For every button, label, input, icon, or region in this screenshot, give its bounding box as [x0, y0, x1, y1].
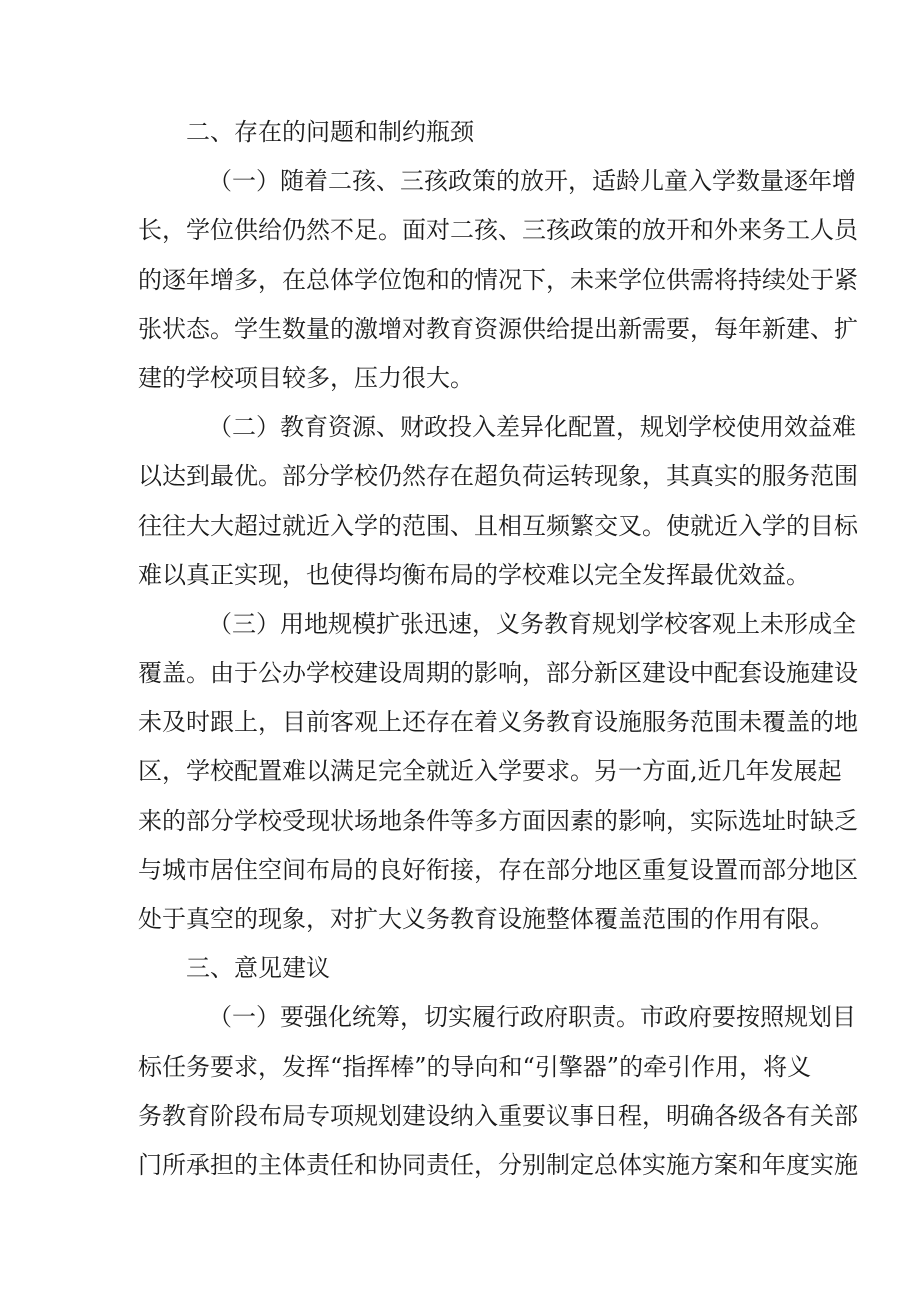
- paragraph-line: 张状态。学生数量的激增对教育资源供给提出新需要，每年新建、扩: [138, 314, 858, 343]
- paragraph-line: 覆盖。由于公办学校建设周期的影响，部分新区建设中配套设施建设: [138, 659, 858, 688]
- paragraph-line: 门所承担的主体责任和协同责任，分别制定总体实施方案和年度实施: [138, 1150, 858, 1179]
- paragraph-line: 未及时跟上，目前客观上还存在着义务教育设施服务范围未覆盖的地: [138, 708, 858, 737]
- section-heading-problems: 二、存在的问题和制约瓶颈: [186, 118, 474, 146]
- paragraph-line: 务教育阶段布局专项规划建设纳入重要议事日程，明确各级各有关部: [138, 1101, 858, 1130]
- paragraph-line: 处于真空的现象，对扩大义务教育设施整体覆盖范围的作用有限。: [138, 905, 834, 933]
- paragraph-line: 的逐年增多，在总体学位饱和的情况下，未来学位供需将持续处于紧: [138, 265, 858, 294]
- document-body: [138, 108, 858, 1190]
- paragraph-line: 往往大大超过就近入学的范围、且相互频繁交叉。使就近入学的目标: [138, 511, 858, 540]
- paragraph-line: 与城市居住空间布局的良好衔接，存在部分地区重复设置而部分地区: [138, 855, 858, 884]
- section-heading-suggestions: 三、意见建议: [186, 954, 330, 983]
- paragraph-line: （一）要强化统筹，切实履行政府职责。市政府要按照规划目: [208, 1003, 856, 1032]
- paragraph-line: 来的部分学校受现状场地条件等多方面因素的影响，实际选址时缺乏: [138, 806, 858, 835]
- paragraph-line: （二）教育资源、财政投入差异化配置，规划学校使用效益难: [208, 413, 856, 442]
- paragraph-line: 标任务要求，发挥“指挥棒”的导向和“引擎器”的牵引作用，将义: [138, 1052, 812, 1081]
- paragraph-line: （一）随着二孩、三孩政策的放开，适龄儿童入学数量逐年增: [208, 167, 856, 196]
- paragraph-line: （三）用地规模扩张迅速，义务教育规划学校客观上未形成全: [208, 609, 856, 638]
- paragraph-line: 以达到最优。部分学校仍然存在超负荷运转现象，其真实的服务范围: [138, 462, 858, 491]
- paragraph-line: 难以真正实现，也使得均衡布局的学校难以完全发挥最优效益。: [138, 560, 810, 589]
- paragraph-line: 建的学校项目较多，压力很大。: [138, 363, 474, 392]
- paragraph-line: 长，学位供给仍然不足。面对二孩、三孩政策的放开和外来务工人员: [138, 216, 858, 245]
- paragraph-line: 区，学校配置难以满足完全就近入学要求。另一方面,近几年发展起: [138, 757, 842, 786]
